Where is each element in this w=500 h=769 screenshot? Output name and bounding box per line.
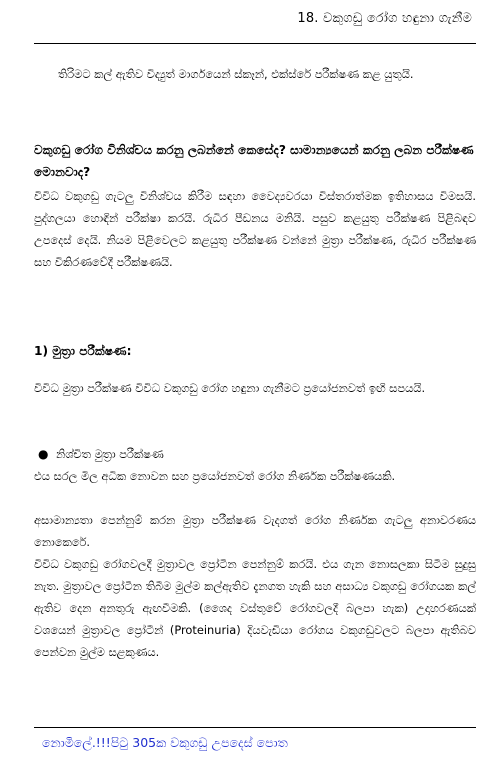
- bullet-icon: ●: [38, 447, 49, 461]
- bullet-label: නිශ්චිත මුත්‍රා පරීක්ෂණ: [56, 447, 164, 461]
- section-paragraph-urine-tests: විවිධ මුත්‍රා පරීක්ෂණ විවිධ වකුගඩු රෝග හඳුනා ගැනීමට ප්‍රයෝජනවත් ඉඟි සපයයි.: [34, 381, 426, 395]
- bullet-paragraph-3: විවිධ වකුගඩු රෝගවලදී මුත්‍රාවල ප්‍රෝටීන පෙන්නුම් කරයි. එය ගැන නොසලකා සිටීම සුදුසු නැත. මුත්‍රාවල ප්‍රෝටීන තිබීම මුල්ම කල්ඇතිව දැනගත හැකි සහ අසාධ්‍ය වකුගඩු රෝගයක කල් ඇතිව දෙන අනතුරු ඇඟවීමකි. (ශෛද වස්තුවේ රෝගවලදී බලපා හැක) උදාහරණයක් වශයෙන් මුත්‍රාවල ප්‍රෝටීන් (Proteinuria) දියවැඩියා රෝගය වකුගඩුවලට බලපා ඇතිබව පෙන්වන මුල්ම සළකුණය.: [34, 557, 476, 659]
- diagnosis-paragraph: විවිධ වකුගඩු ගැටලු විනිශ්චය කිරීම සඳහා වෛද්‍යවරයා විස්තරාත්මක ඉතිහාසය විමසයි. පුද්ගලයා හොඳින් පරීක්ෂා කරයි. රුධිර පීඩනය මනියි. පසුව කළයුතු පරීක්ෂණ පිළිබඳව උපදෙස් දෙයි. නියම පිළිවෙලට කළයුතු පරීක්ෂණ වන්නේ මුත්‍රා පරීක්ෂණ, රුධිර පරීක්ෂණ සහ විකිරණවේදී පරීක්ෂණයි.: [34, 189, 476, 269]
- page-title: 18. වකුගඩු රෝග හඳුනා ගැනීම: [297, 11, 472, 26]
- intro-paragraph: තිරිමට කල් ඇතිව විද්‍යුත් මාර්ගයෙන් ස්කෑන්, එක්ස්රේ පරීක්ෂණ කළ යුතුයි.: [58, 67, 414, 81]
- footer-note: නොමිලේ.!!!පිටු 305ක වකුගඩු උපදෙස් පොත: [42, 735, 288, 750]
- footer-divider: [34, 727, 476, 728]
- section-heading-urine-tests: 1) මුත්‍රා පරීක්ෂණ:: [34, 344, 132, 358]
- question-heading: වකුගඩු රෝග විනිශ්චය කරනු ලබන්නේ කෙසේද? සාමාන්‍යයෙන් කරනු ලබන පරීක්ෂණ මොනවාද?: [34, 143, 474, 179]
- bullet-paragraph-1: එය සරල මිල අධික නොවන සහ ප්‍රයෝජනවත් රෝග නිර්ණක පරීක්ෂණයකි.: [34, 469, 396, 483]
- bullet-paragraph-2: අසාමාන්‍යතා පෙන්නුම් කරන මුත්‍රා පරීක්ෂණ වැදගත් රෝග නිර්ණක ගැටලු අනාවරණය නොකෙරේ.: [34, 513, 476, 549]
- header-divider: [34, 43, 476, 44]
